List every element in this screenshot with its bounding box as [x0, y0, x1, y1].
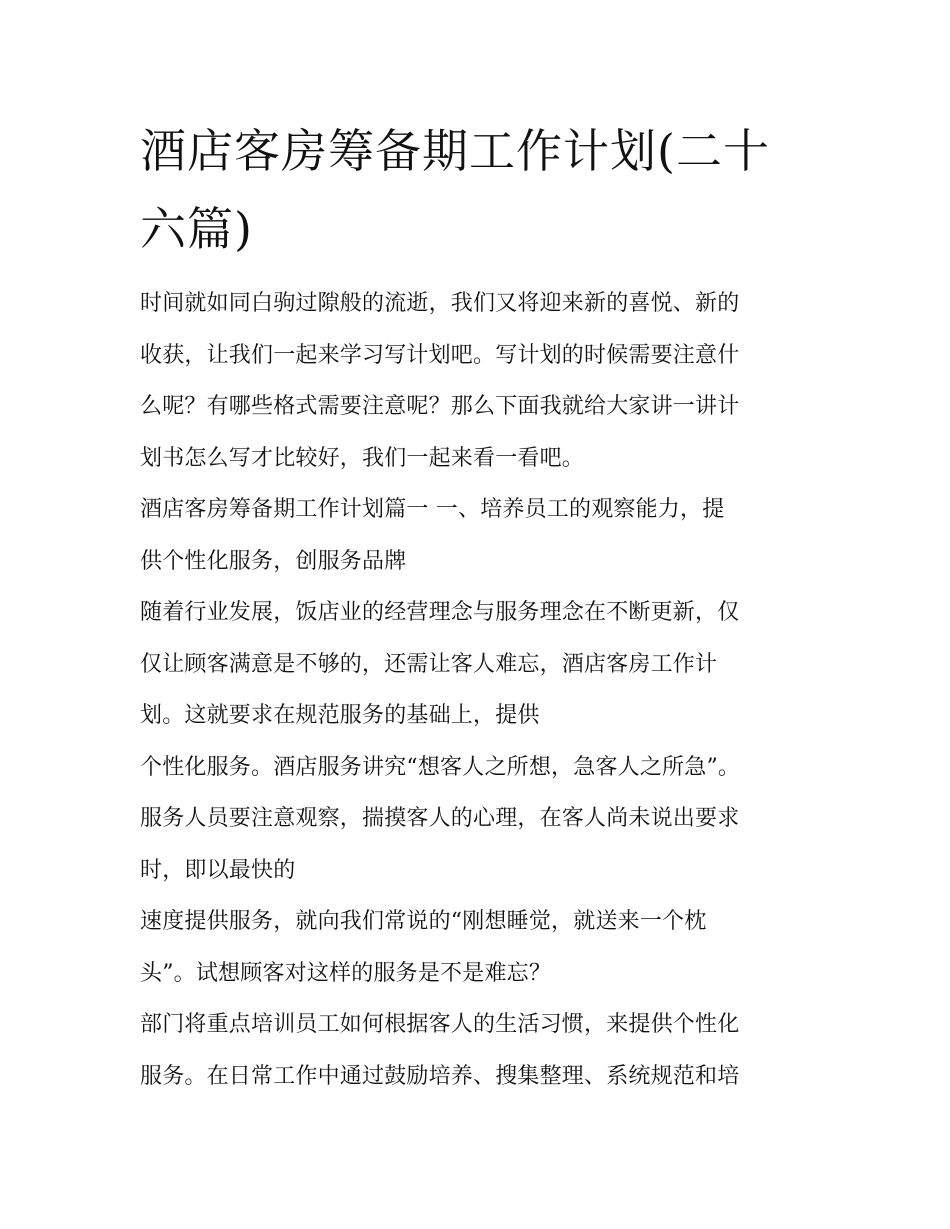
- text-line: 划书怎么写才比较好，我们一起来看一看吧。: [140, 445, 585, 471]
- document-body: [140, 278, 812, 1102]
- paragraph-section-heading: [140, 484, 812, 587]
- text-line: 么呢？有哪些格式需要注意呢？那么下面我就给大家讲一讲计: [140, 394, 740, 419]
- document-page: [140, 112, 812, 1102]
- text-line: 供个性化服务，创服务品牌: [140, 548, 407, 574]
- paragraph-industry: [140, 587, 812, 742]
- paragraph-training: [140, 999, 812, 1102]
- text-line: 收获，让我们一起来学习写计划吧。写计划的时候需要注意什: [140, 342, 740, 368]
- text-line: 划。这就要求在规范服务的基础上，提供: [140, 703, 540, 728]
- title-line: 酒店客房筹备期工作计划(二十: [140, 124, 770, 178]
- text-line: 时间就如同白驹过隙般的流逝，我们又将迎来新的喜悦、新的: [140, 291, 740, 316]
- text-line: 速度提供服务，就向我们常说的“刚想睡觉，就送来一个枕: [140, 909, 707, 934]
- document-title: [140, 112, 812, 268]
- text-line: 服务。在日常工作中通过鼓励培养、搜集整理、系统规范和培: [140, 1063, 740, 1089]
- text-line: 仅让顾客满意是不够的，还需让客人难忘，酒店客房工作计: [140, 651, 718, 677]
- text-line: 个性化服务。酒店服务讲究“想客人之所想，急客人之所急”。: [140, 754, 741, 780]
- text-line: 头”。试想顾客对这样的服务是不是难忘？: [140, 960, 552, 986]
- text-line: 服务人员要注意观察，揣摸客人的心理，在客人尚未说出要求: [140, 806, 740, 831]
- paragraph-intro: [140, 278, 812, 484]
- title-line: 六篇): [140, 202, 253, 256]
- text-line: 部门将重点培训员工如何根据客人的生活习惯，来提供个性化: [140, 1012, 740, 1037]
- text-line: 时，即以最快的: [140, 857, 296, 883]
- paragraph-speed: [140, 896, 812, 999]
- paragraph-personalized-service: [140, 742, 812, 897]
- text-line: 随着行业发展，饭店业的经营理念与服务理念在不断更新，仅: [140, 600, 740, 625]
- text-line: 酒店客房筹备期工作计划篇一 一、培养员工的观察能力，提: [140, 497, 725, 522]
